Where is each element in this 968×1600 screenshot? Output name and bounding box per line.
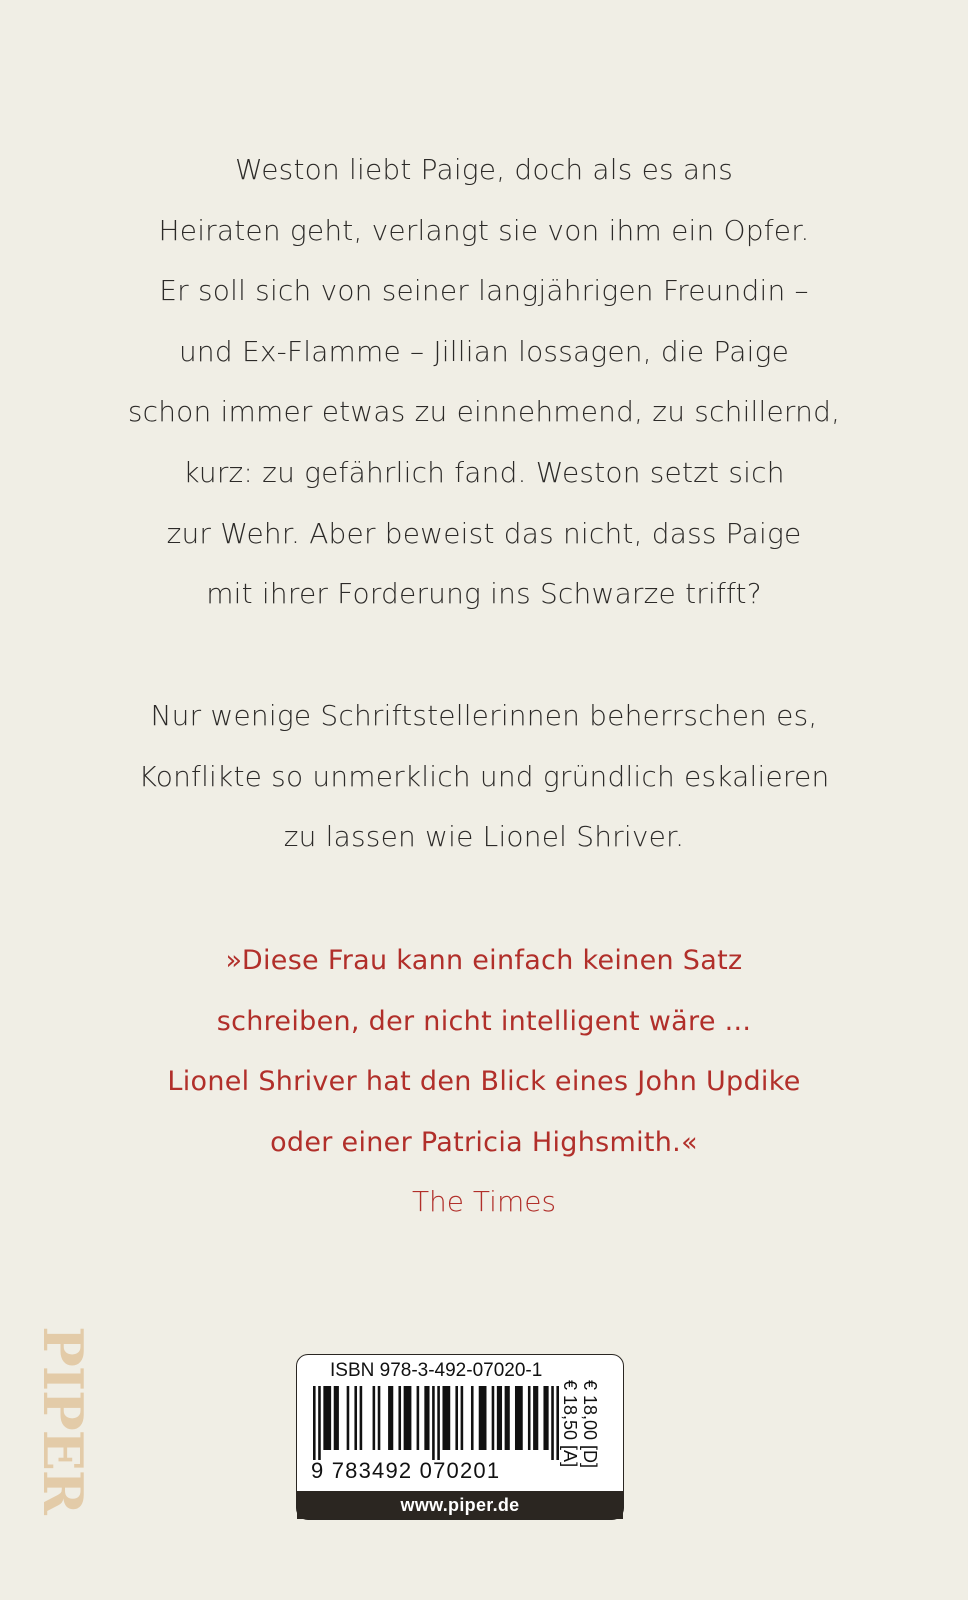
- blurb-line: schon immer etwas zu einnehmend, zu schillernd,: [127, 395, 841, 429]
- barcode-bar: [388, 1386, 393, 1450]
- blurb-line: kurz: zu gefährlich fand. Weston setzt sich: [183, 455, 785, 489]
- barcode-guard-bar: [318, 1386, 321, 1460]
- blurb-line: Weston liebt Paige, doch als es ans: [234, 153, 734, 186]
- website-url: www.piper.de: [297, 1491, 623, 1519]
- blurb-line: Er soll sich von seiner langjährigen Freundin –: [159, 274, 809, 308]
- barcode-label: [296, 1354, 624, 1520]
- barcode-bar: [378, 1386, 381, 1450]
- barcode-bar: [404, 1386, 412, 1450]
- blurb-line: Konflikte so unmerklich und gründlich eskalieren: [138, 759, 830, 793]
- barcode-guard-bar: [556, 1386, 559, 1460]
- barcode-bar: [373, 1386, 376, 1450]
- review-quote: [0, 931, 968, 1173]
- quote-line: oder einer Patricia Highsmith.«: [270, 1126, 698, 1158]
- barcode-bar: [323, 1386, 331, 1450]
- isbn-label: ISBN 978-3-492-07020-1: [330, 1360, 543, 1381]
- barcode-bar: [424, 1386, 429, 1450]
- barcode-guard-bar: [432, 1386, 435, 1460]
- price-de: € 18,00 [D]: [580, 1380, 600, 1469]
- barcode-bar: [354, 1386, 357, 1450]
- barcode-bar: [347, 1386, 350, 1450]
- barcode-bar: [505, 1386, 510, 1450]
- barcode-digits: 9 783492 070201: [311, 1458, 501, 1483]
- barcode-bar: [442, 1386, 450, 1450]
- barcode-bar: [334, 1386, 339, 1450]
- blurb-line: zur Wehr. Aber beweist das nicht, dass Paige: [166, 516, 802, 550]
- blurb-line: mit ihrer Forderung ins Schwarze trifft?: [206, 577, 762, 611]
- publisher-logo: [31, 1322, 95, 1518]
- barcode-bar: [515, 1386, 523, 1450]
- barcode-bar: [479, 1386, 487, 1450]
- barcode-bar: [398, 1386, 401, 1450]
- price-at: € 18,50 [A]: [560, 1380, 580, 1468]
- barcode-bar: [471, 1386, 474, 1450]
- blurb-line: Heiraten geht, verlangt sie von ihm ein Opfer.: [158, 213, 810, 247]
- barcode-bar: [455, 1386, 458, 1450]
- blurb-line: und Ex-Flamme – Jillian lossagen, die Paige: [178, 334, 790, 368]
- barcode-bar: [543, 1386, 548, 1450]
- barcode-bar: [492, 1386, 495, 1450]
- blurb-paragraph-2: [0, 686, 968, 868]
- barcode-bar: [533, 1386, 538, 1450]
- quote-source: The Times: [411, 1185, 557, 1218]
- quote-line: »Diese Frau kann einfach keinen Satz: [225, 945, 743, 976]
- barcode-bars: [313, 1386, 559, 1460]
- barcode-guard-bar: [437, 1386, 440, 1460]
- publisher-logo-text: PIPER: [31, 1326, 95, 1514]
- barcode-bar: [461, 1386, 464, 1450]
- blurb-line: Nur wenige Schriftstellerinnen beherrschen es,: [150, 699, 818, 732]
- quote-line: schreiben, der nicht intelligent wäre ...: [216, 1005, 752, 1037]
- barcode-bar: [417, 1386, 420, 1450]
- barcode-bar: [360, 1386, 363, 1450]
- blurb-line: zu lassen wie Lionel Shriver.: [283, 820, 685, 854]
- barcode-bar: [528, 1386, 531, 1450]
- barcode-guard-bar: [313, 1386, 316, 1460]
- price-strip: [561, 1380, 621, 1490]
- blurb-paragraph-1: [0, 140, 968, 625]
- barcode-guard-bar: [551, 1386, 554, 1460]
- quote-line: Lionel Shriver hat den Blick eines John Updike: [167, 1066, 801, 1097]
- barcode-bar: [497, 1386, 502, 1450]
